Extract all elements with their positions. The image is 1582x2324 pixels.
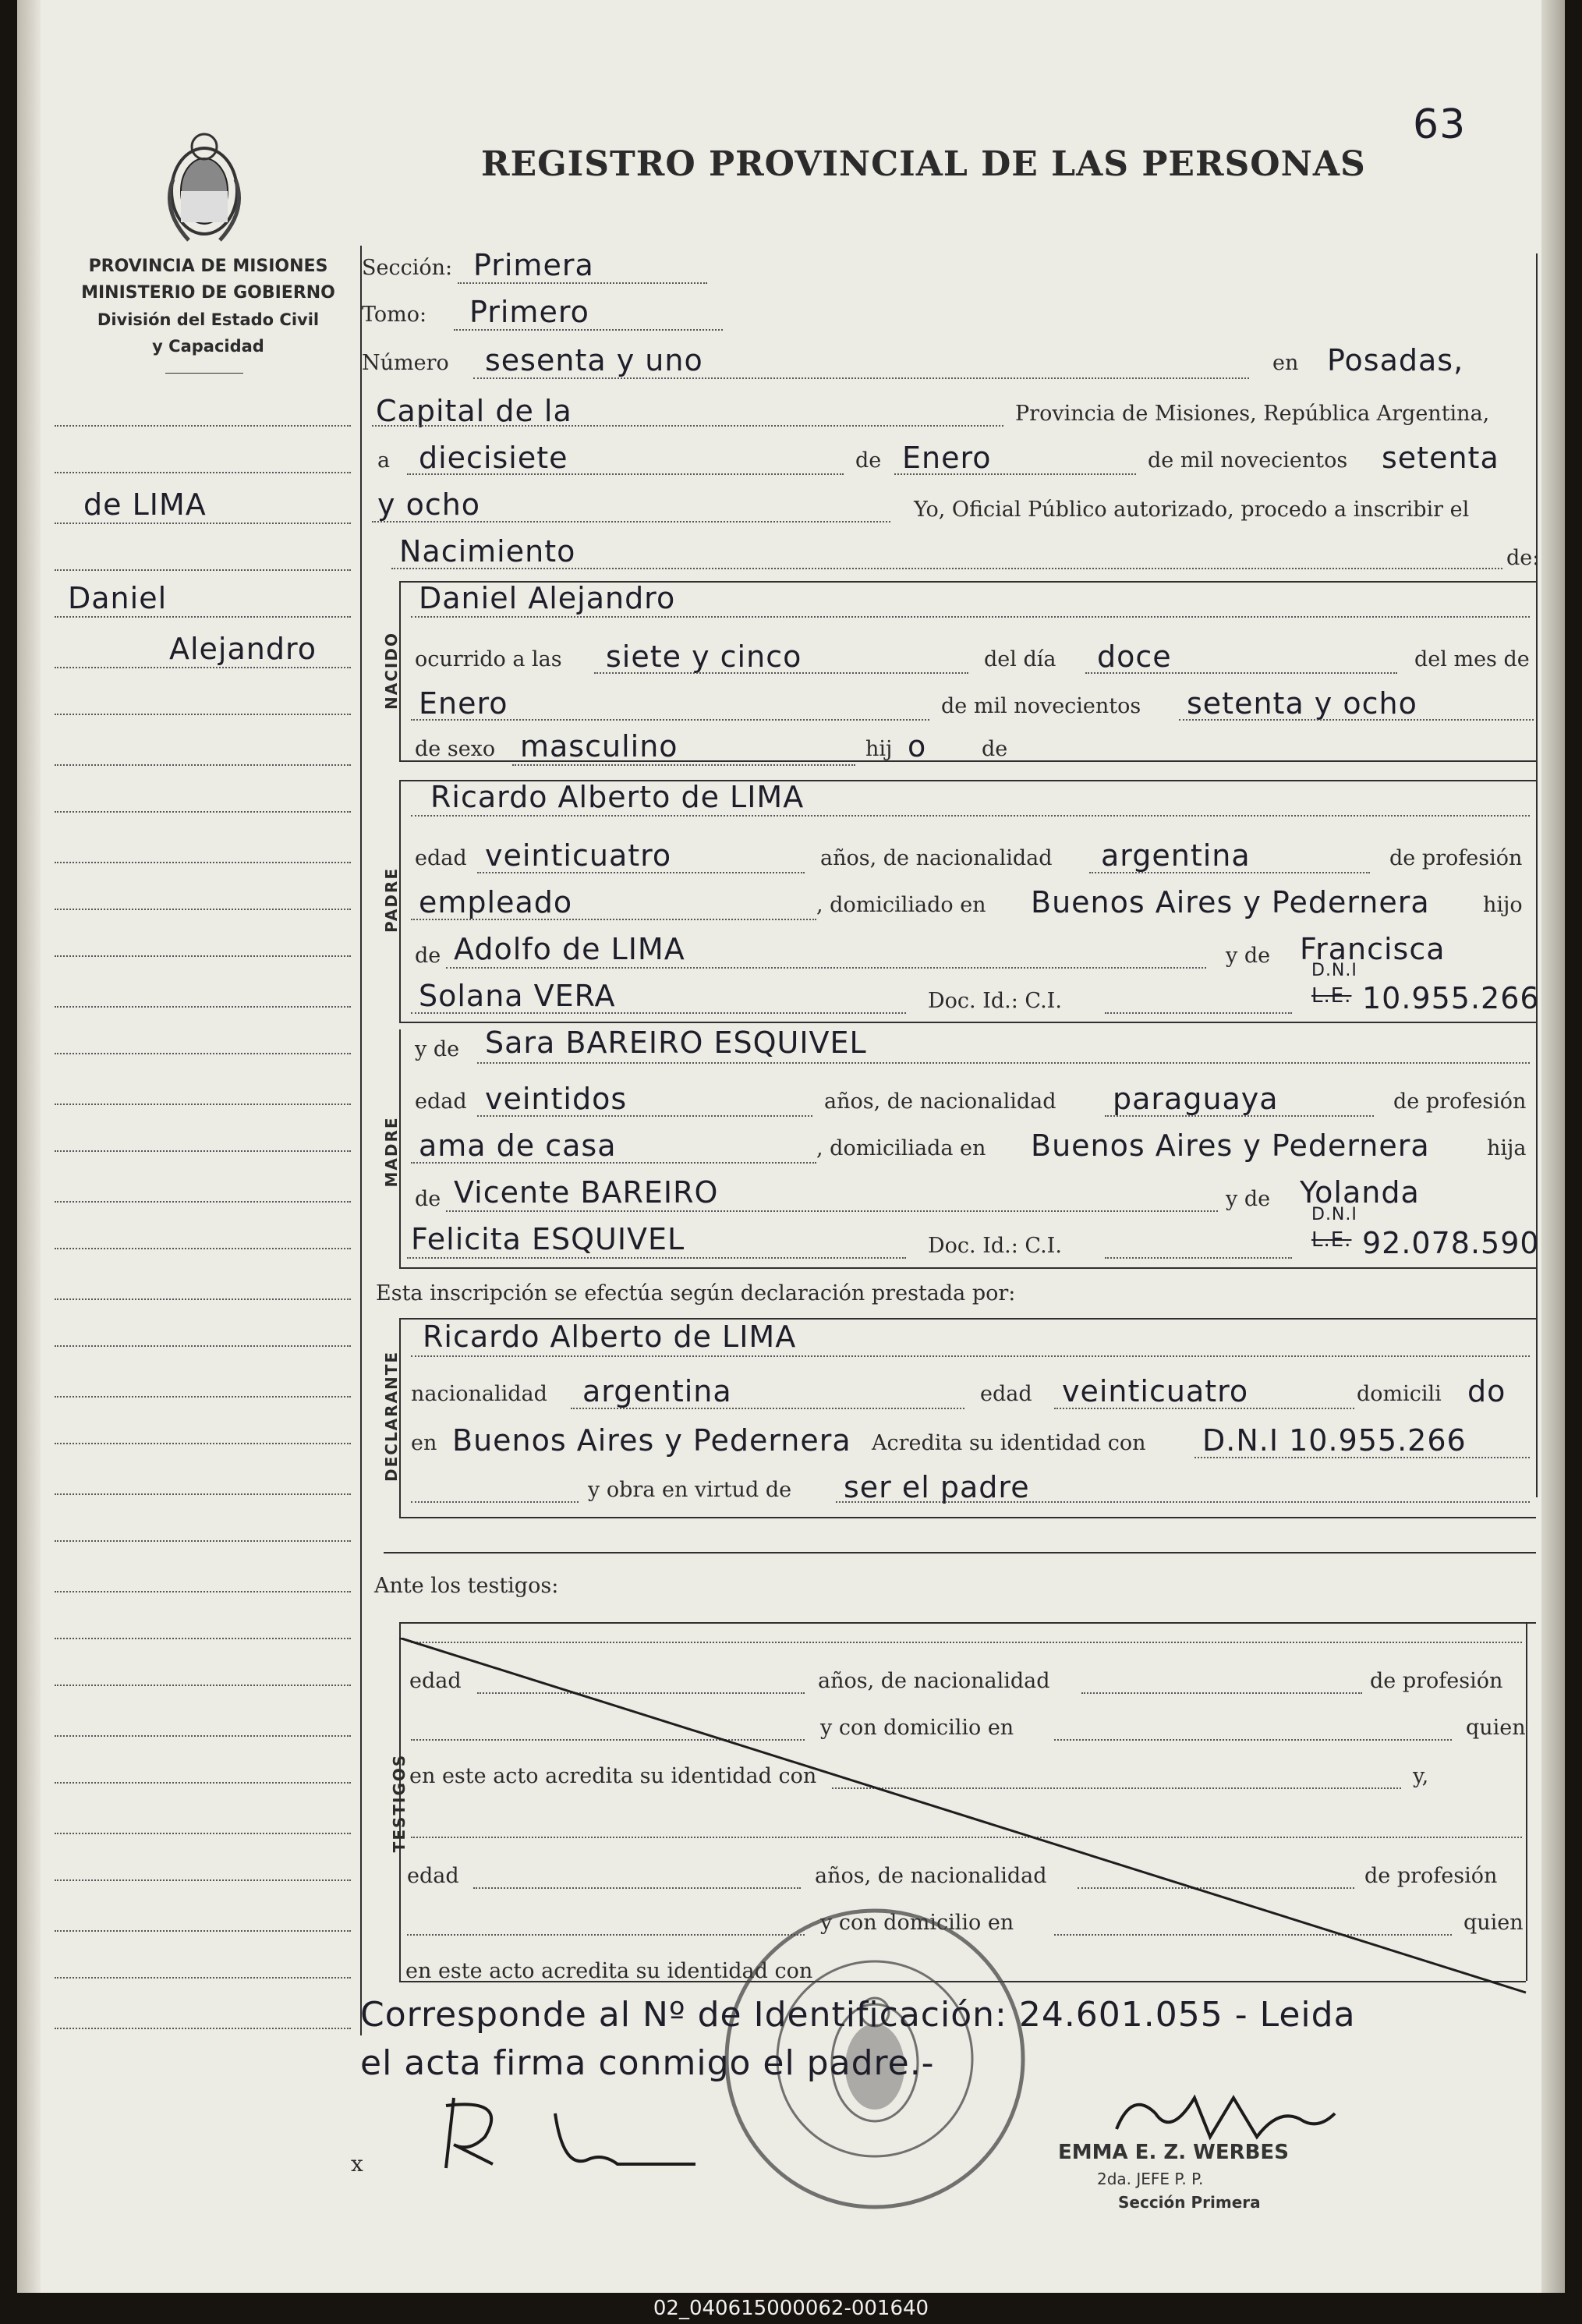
fill-line: [411, 719, 929, 721]
fill-line: [1089, 872, 1370, 873]
value-seccion: Primera: [473, 248, 594, 282]
coat-of-arms-icon: [157, 117, 251, 250]
value-padre-madre2: Solana VERA: [419, 979, 616, 1013]
fill-line: [1085, 672, 1397, 674]
value-decl-dom-suffix: do: [1467, 1374, 1506, 1408]
value-padre-prof: empleado: [419, 885, 573, 919]
value-decl-virtud: ser el padre: [844, 1470, 1030, 1504]
section-rule: [399, 1022, 1536, 1023]
value-decl-nac: argentina: [582, 1374, 732, 1408]
divider: [165, 373, 243, 374]
value-decl-dom: Buenos Aires y Pedernera: [452, 1423, 851, 1458]
fill-line: [458, 282, 707, 284]
section-label-testigos: TESTIGOS: [390, 1753, 409, 1853]
declarant-signature: [368, 2090, 742, 2184]
label-anos-nac3: años, de nacionalidad: [818, 1669, 1050, 1693]
fill-line: [372, 521, 890, 523]
fill-line: [512, 764, 855, 766]
fill-line: [411, 1012, 906, 1014]
fill-line: [411, 815, 1530, 817]
value-decl-nombre: Ricardo Alberto de LIMA: [423, 1320, 797, 1354]
value-madre-prof: ama de casa: [419, 1128, 617, 1163]
label-y-de: y de: [1226, 944, 1271, 968]
value-madre-nombre: Sara BAREIRO ESQUIVEL: [485, 1026, 867, 1060]
value-padre-padre: Adolfo de LIMA: [454, 932, 685, 966]
official-section: Sección Primera: [1118, 2193, 1261, 2212]
fill-line: [372, 425, 1003, 427]
value-mes: Enero: [902, 441, 992, 475]
label-edad4: edad: [409, 1669, 462, 1693]
margin-note-firstname: Daniel: [68, 581, 168, 615]
section-label-declarante: DECLARANTE: [382, 1350, 401, 1482]
value-decl-doc: D.N.I 10.955.266: [1202, 1423, 1467, 1458]
main-right-rule: [1536, 253, 1538, 1497]
value-madre-madre2: Felicita ESQUIVEL: [411, 1222, 685, 1256]
label-hij: hij: [865, 737, 893, 761]
book-binding-edge: [17, 0, 41, 2293]
value-capital: Capital de la: [376, 394, 572, 428]
issuer-province: PROVINCIA DE MISIONES: [88, 257, 328, 276]
label-tomo: Tomo:: [362, 303, 427, 327]
label-obra: y obra en virtud de: [588, 1478, 792, 1502]
fill-line: [1179, 719, 1534, 721]
main-left-rule: [360, 246, 362, 2035]
value-hij-suffix: o: [908, 729, 927, 763]
fill-line: [454, 329, 723, 331]
value-hora: siete y cinco: [606, 639, 802, 674]
label-testigos: Ante los testigos:: [374, 1574, 559, 1598]
fill-line: [1054, 1408, 1354, 1409]
fill-line: [594, 672, 968, 674]
label-domiciliada: , domiciliada en: [816, 1136, 986, 1160]
value-lugar: Posadas,: [1327, 343, 1464, 377]
label-a: a: [377, 448, 391, 473]
label-provincia: Provincia de Misiones, República Argentina,: [1015, 402, 1490, 426]
x-mark: x: [351, 2151, 363, 2177]
issuer-capacidad: y Capacidad: [152, 337, 264, 356]
section-label-madre: MADRE: [382, 1116, 401, 1188]
value-padre-doc: 10.955.266: [1362, 981, 1540, 1015]
page-right-edge: [1541, 0, 1565, 2293]
value-numero: sesenta y uno: [485, 343, 703, 377]
label-en2: en: [411, 1431, 437, 1455]
fill-line: [1194, 1457, 1530, 1458]
value-tomo: Primero: [469, 295, 589, 329]
fill-line: [477, 1062, 1530, 1064]
section-label-padre: PADRE: [382, 867, 401, 933]
label-nacionalidad: nacionalidad: [411, 1382, 547, 1406]
document-title: REGISTRO PROVINCIAL DE LAS PERSONAS: [481, 144, 1366, 184]
label-ocurrido: ocurrido a las: [415, 647, 562, 671]
issuer-ministry: MINISTERIO DE GOBIERNO: [81, 283, 335, 303]
label-numero: Número: [362, 351, 449, 375]
issuer-block: [56, 253, 360, 360]
value-madre-doc-struck: L.E.: [1311, 1228, 1352, 1252]
value-nacido-nombre: Daniel Alejandro: [419, 581, 676, 615]
scan-id-footer: 02_040615000062-001640: [0, 2293, 1582, 2324]
label-y-con-dom2: y con domicilio en: [820, 1911, 1014, 1935]
value-madre-madre1: Yolanda: [1300, 1175, 1420, 1210]
label-profesion2: de profesión: [1393, 1089, 1527, 1114]
label-y-comma: y,: [1413, 1764, 1429, 1788]
label-profesion4: de profesión: [1364, 1864, 1498, 1888]
value-padre-doc-type: D.N.I: [1311, 961, 1357, 980]
fill-line: [1105, 1257, 1292, 1259]
note-line-2: el acta firma conmigo el padre.-: [360, 2043, 935, 2083]
label-edad5: edad: [407, 1864, 459, 1888]
fill-line: [411, 1355, 1530, 1357]
fill-line: [571, 1408, 964, 1409]
value-madre-doc-type: D.N.I: [1311, 1205, 1357, 1224]
label-en: en: [1272, 351, 1299, 375]
label-del-mes: del mes de: [1414, 647, 1530, 671]
official-name: EMMA E. Z. WERBES: [1058, 2141, 1289, 2164]
label-de-mil2: de mil novecientos: [941, 694, 1141, 718]
value-acto: Nacimiento: [399, 534, 576, 569]
fill-line: [407, 1257, 906, 1259]
value-padre-nombre: Ricardo Alberto de LIMA: [430, 780, 805, 814]
value-anio1: setenta: [1382, 441, 1499, 475]
label-doc-id: Doc. Id.: C.I.: [928, 989, 1062, 1013]
fill-line: [477, 872, 805, 873]
margin-note-surname: de LIMA: [83, 487, 207, 522]
label-domicili: domicili: [1357, 1382, 1442, 1406]
page-number: 63: [1413, 101, 1467, 148]
section-rule: [399, 1517, 1536, 1518]
value-padre-dom: Buenos Aires y Pedernera: [1031, 885, 1430, 919]
fill-line: [391, 568, 1502, 569]
value-anio2: y ocho: [377, 487, 481, 522]
fill-line: [411, 1501, 579, 1503]
section-rule: [384, 1552, 1536, 1553]
fill-line: [411, 919, 816, 920]
label-de2: de: [982, 737, 1008, 761]
label-doc-id2: Doc. Id.: C.I.: [928, 1234, 1062, 1258]
section-rule: [399, 1267, 1536, 1269]
fill-line: [446, 1210, 1218, 1212]
label-de-mil: de mil novecientos: [1148, 448, 1348, 473]
fill-line: [1105, 1012, 1292, 1014]
fill-line: [446, 967, 1206, 969]
value-madre-nac: paraguaya: [1113, 1082, 1279, 1116]
label-seccion: Sección:: [362, 256, 453, 280]
label-anos-nac: años, de nacionalidad: [820, 846, 1053, 870]
label-quien2: quien: [1463, 1911, 1524, 1935]
value-madre-edad: veintidos: [485, 1082, 628, 1116]
label-profesion3: de profesión: [1370, 1669, 1503, 1693]
section-rule: [399, 1622, 1536, 1624]
document-page: [17, 0, 1565, 2293]
fill-line: [411, 1162, 816, 1164]
label-y-con-dom: y con domicilio en: [820, 1716, 1014, 1740]
value-dia-nac: doce: [1097, 639, 1172, 674]
label-y-de2: y de: [415, 1037, 460, 1061]
value-madre-doc: 92.078.590: [1362, 1226, 1540, 1260]
note-line-1: Corresponde al Nº de Identificación: 24.601.055 - Leida: [360, 1995, 1356, 2035]
label-anos-nac4: años, de nacionalidad: [815, 1864, 1047, 1888]
label-acto: en este acto acredita su identidad con: [409, 1764, 817, 1788]
fill-line: [407, 473, 844, 475]
fill-line: [411, 616, 1530, 618]
fill-line: [836, 1501, 1530, 1503]
value-padre-edad: veinticuatro: [485, 838, 672, 873]
label-de: de: [855, 448, 882, 473]
margin-note-middlename: Alejandro: [169, 632, 317, 666]
label-profesion: de profesión: [1389, 846, 1523, 870]
label-hijo: hijo: [1483, 893, 1523, 917]
value-padre-doc-struck: L.E.: [1311, 984, 1352, 1008]
value-mes-nac: Enero: [419, 686, 508, 721]
label-yo: Yo, Oficial Público autorizado, procedo a inscribir el: [914, 498, 1470, 522]
fill-line: [894, 473, 1136, 475]
label-de3: de: [415, 944, 441, 968]
value-madre-padre: Vicente BAREIRO: [454, 1175, 719, 1210]
label-edad3: edad: [980, 1382, 1032, 1406]
official-title: 2da. JEFE P. P.: [1097, 2170, 1204, 2188]
label-edad: edad: [415, 846, 467, 870]
issuer-division: División del Estado Civil: [97, 310, 320, 329]
fill-line: [1105, 1115, 1374, 1117]
label-de-colon: de:: [1506, 546, 1540, 570]
label-anos-nac2: años, de nacionalidad: [824, 1089, 1056, 1114]
label-domiciliado: , domiciliado en: [816, 893, 986, 917]
value-dia: diecisiete: [419, 441, 568, 475]
label-sexo: de sexo: [415, 737, 496, 761]
value-decl-edad: veinticuatro: [1062, 1374, 1249, 1408]
value-padre-madre1: Francisca: [1300, 932, 1446, 966]
fill-line: [477, 1115, 812, 1117]
value-madre-dom: Buenos Aires y Pedernera: [1031, 1128, 1430, 1163]
fill-line: [473, 377, 1249, 379]
label-quien: quien: [1466, 1716, 1526, 1740]
label-hija: hija: [1487, 1136, 1527, 1160]
label-de4: de: [415, 1187, 441, 1211]
section-label-nacido: NACIDO: [382, 632, 401, 710]
label-acredita: Acredita su identidad con: [872, 1431, 1146, 1455]
label-edad2: edad: [415, 1089, 467, 1114]
label-declaracion: Esta inscripción se efectúa según declaración prestada por:: [376, 1281, 1016, 1305]
value-padre-nac: argentina: [1101, 838, 1251, 873]
label-y-de3: y de: [1226, 1187, 1271, 1211]
value-anio-nac: setenta y ocho: [1187, 686, 1417, 721]
label-del-dia: del día: [984, 647, 1056, 671]
label-acto2: en este acto acredita su identidad con: [405, 1959, 813, 1983]
value-sexo: masculino: [520, 729, 678, 763]
